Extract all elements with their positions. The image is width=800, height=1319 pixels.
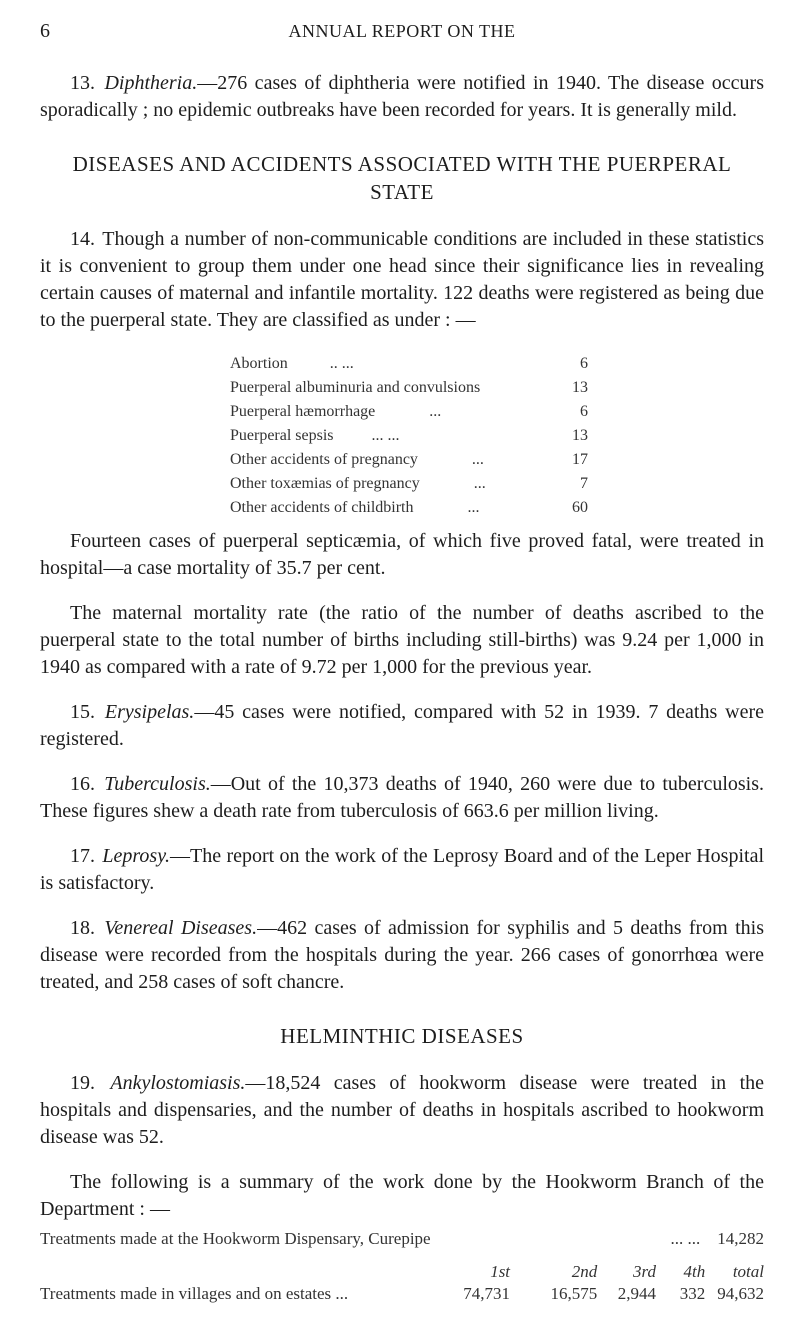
paragraph-puerperal bbox=[40, 226, 764, 334]
cause-label: Puerperal sepsis bbox=[230, 427, 334, 444]
paragraph-number: 13. bbox=[70, 72, 95, 94]
death-count: 13 bbox=[572, 379, 588, 396]
paragraph-maternal-mortality: The maternal mortality rate (the ratio of the number of deaths ascribed to the puerperal state to the total number of births including still-births) was 9.24 per 1,000 in 1940 as compared with a rate of 9.72 per 1,000 for the previous year. bbox=[40, 602, 764, 678]
cause-label: Puerperal hæmorrhage bbox=[230, 403, 376, 420]
paragraph-heading: Erysipelas. bbox=[104, 701, 195, 723]
paragraph-ankylostomiasis bbox=[40, 1070, 764, 1151]
running-header bbox=[40, 18, 764, 48]
death-count: 6 bbox=[580, 403, 588, 420]
running-title: ANNUAL REPORT ON THE bbox=[288, 21, 516, 41]
cause-label: Other accidents of childbirth bbox=[230, 499, 414, 516]
table-cell: 2,944 bbox=[617, 1284, 656, 1303]
leader-dots: .. ... bbox=[329, 355, 354, 372]
table-row bbox=[230, 352, 588, 376]
table-row bbox=[230, 496, 588, 520]
table-cell: 16,575 bbox=[550, 1284, 598, 1303]
paragraph-text: —18,524 cases of hookworm disease were treated in the hospitals and dispensaries, and the number of deaths in hospitals ascribed to hookworm disease was 52. bbox=[40, 1072, 764, 1148]
cause-label: Puerperal albuminuria and convulsions bbox=[230, 379, 481, 396]
paragraph-text: —45 cases were notified, compared with 52 in 1939. 7 deaths were registered. bbox=[40, 701, 764, 750]
paragraph-hookworm-summary: The following is a summary of the work done by the Hookworm Branch of the Department : — bbox=[40, 1171, 764, 1220]
death-count: 7 bbox=[580, 475, 588, 492]
puerperal-deaths-table bbox=[230, 352, 588, 520]
leader-dots: ... bbox=[429, 403, 442, 420]
cause-label: Other toxæmias of pregnancy bbox=[230, 475, 420, 492]
cause-label: Other accidents of pregnancy bbox=[230, 451, 418, 468]
leader-dots: ... ... bbox=[670, 1229, 701, 1248]
paragraph-heading: Tuberculosis. bbox=[104, 773, 211, 795]
cause-label: Abortion bbox=[230, 355, 288, 372]
paragraph-text: —The report on the work of the Leprosy Board and of the Leper Hospital is satisfactory. bbox=[40, 845, 764, 894]
row-value: 14,282 bbox=[717, 1229, 764, 1248]
death-count: 13 bbox=[572, 427, 588, 444]
hookworm-villages-table bbox=[40, 1261, 764, 1305]
table-cell: 74,731 bbox=[463, 1284, 511, 1303]
paragraph-text: —462 cases of admission for syphilis and 5 deaths from this disease were recorded from the hospitals during the year. 266 cases of gonorrhœa were treated, and 258 cases of soft chancre. bbox=[40, 917, 764, 993]
paragraph-septicaemia: Fourteen cases of puerperal septicæmia, of which five proved fatal, were treated in hospital—a case mortality of 35.7 per cent. bbox=[40, 530, 764, 579]
paragraph-number: 14. bbox=[70, 228, 95, 250]
section-heading-puerperal: DISEASES AND ACCIDENTS ASSOCIATED WITH THE PUERPERAL STATE bbox=[72, 152, 732, 204]
paragraph-leprosy bbox=[40, 843, 764, 897]
column-header: total bbox=[732, 1262, 764, 1281]
table-cell: 332 bbox=[679, 1284, 706, 1303]
paragraph-number: 17. bbox=[70, 845, 95, 867]
page-number: 6 bbox=[40, 20, 50, 42]
table-header-row bbox=[40, 1261, 764, 1283]
paragraph-heading: Venereal Diseases. bbox=[104, 917, 258, 939]
paragraph-tuberculosis bbox=[40, 771, 764, 825]
table-row bbox=[230, 400, 588, 424]
table-row bbox=[230, 424, 588, 448]
paragraph-text: —Out of the 10,373 deaths of 1940, 260 were due to tuberculosis. These figures shew a death rate from tuberculosis of 663.6 per million living. bbox=[40, 773, 765, 822]
paragraph-number: 19. bbox=[70, 1072, 95, 1094]
paragraph-number: 16. bbox=[70, 773, 95, 795]
section-heading-helminthic: HELMINTHIC DISEASES bbox=[280, 1024, 524, 1048]
table-row bbox=[230, 376, 588, 400]
paragraph-number: 15. bbox=[70, 701, 95, 723]
hookworm-dispensary-row bbox=[40, 1227, 764, 1251]
table-row bbox=[40, 1283, 764, 1305]
row-label: Treatments made at the Hookworm Dispensary, Curepipe bbox=[40, 1229, 431, 1248]
table-row bbox=[230, 448, 588, 472]
leader-dots: ... ... bbox=[371, 427, 400, 444]
death-count: 17 bbox=[572, 451, 588, 468]
row-label: Treatments made in villages and on estates ... bbox=[40, 1284, 349, 1303]
paragraph-heading: Diphtheria. bbox=[104, 72, 198, 94]
leader-dots: ... bbox=[467, 499, 480, 516]
table-row bbox=[230, 472, 588, 496]
paragraph-heading: Ankylostomiasis. bbox=[110, 1072, 246, 1094]
paragraph-venereal bbox=[40, 915, 764, 996]
column-header: 1st bbox=[490, 1262, 511, 1281]
paragraph-diphtheria bbox=[40, 70, 764, 124]
column-header: 4th bbox=[683, 1262, 706, 1281]
paragraph-erysipelas bbox=[40, 699, 764, 753]
death-count: 6 bbox=[580, 355, 588, 372]
death-count: 60 bbox=[572, 499, 588, 516]
column-header: 2nd bbox=[571, 1262, 598, 1281]
column-header: 3rd bbox=[632, 1262, 656, 1281]
paragraph-number: 18. bbox=[70, 917, 95, 939]
paragraph-text: Though a number of non-communicable conditions are included in these statistics it is convenient to group them under one head since their significance lies in revealing certain causes of maternal and infantile mortality. 122 deaths were registered as being due to the puerperal state. They are classified as under : — bbox=[40, 228, 765, 331]
table-cell: 94,632 bbox=[717, 1284, 764, 1303]
leader-dots: ... bbox=[473, 475, 486, 492]
paragraph-text: —276 cases of diphtheria were notified in 1940. The disease occurs sporadically ; no epidemic outbreaks have been recorded for years. It is generally mild. bbox=[40, 72, 764, 121]
leader-dots: ... bbox=[471, 451, 484, 468]
paragraph-heading: Leprosy. bbox=[102, 845, 170, 867]
